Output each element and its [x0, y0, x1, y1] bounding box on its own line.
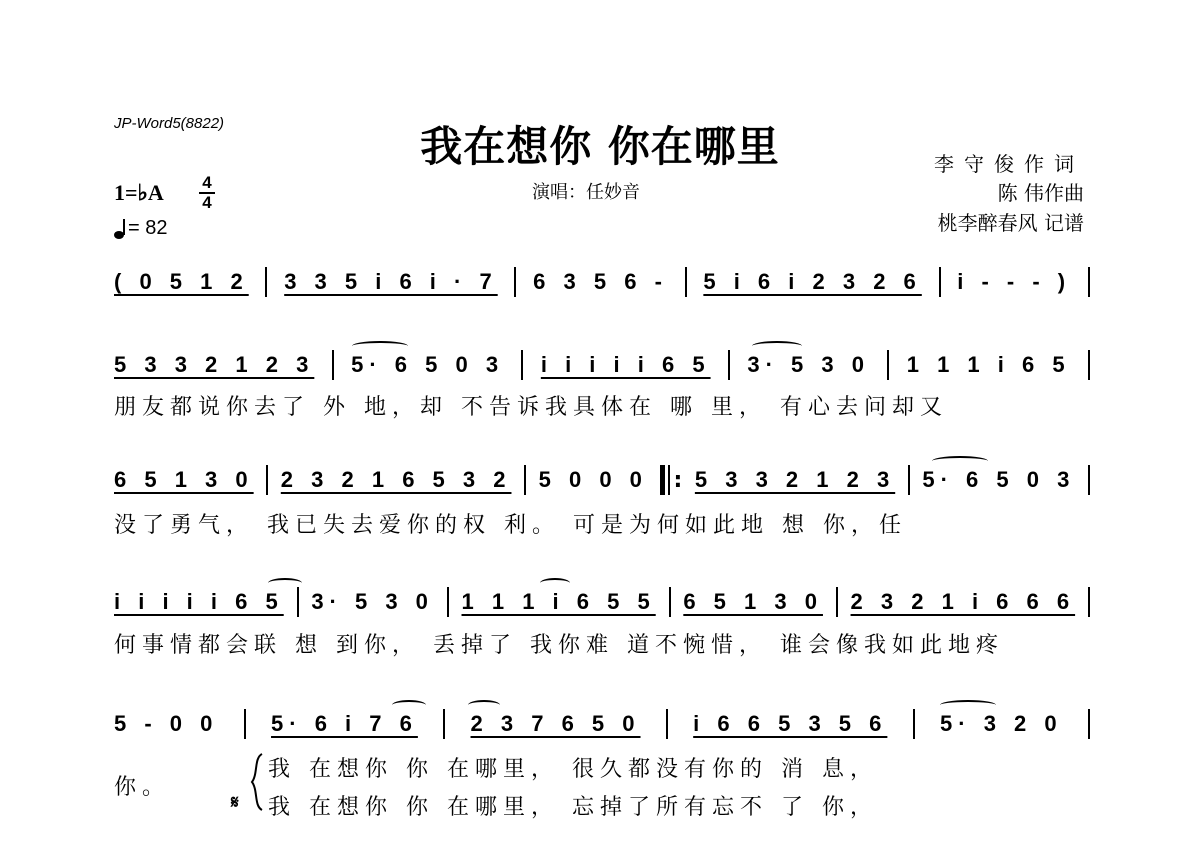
bar-line [939, 267, 941, 297]
measure: 5· 3 2 0 [940, 711, 1063, 736]
measure: 2 3 2 1 i 6 6 6 [850, 589, 1076, 614]
measure: 2 3 7 6 5 0 [470, 711, 641, 736]
measure: 3 3 5 i 6 i · 7 [284, 269, 498, 294]
bar-line [1088, 709, 1090, 739]
software-tag: JP-Word5(8822) [114, 115, 225, 132]
measure: 5 0 0 0 [538, 467, 648, 492]
tie-mark [392, 700, 426, 710]
key-signature: 1=♭A [114, 180, 164, 205]
time-signature [199, 174, 215, 212]
tie-mark [268, 578, 302, 588]
bar-line [913, 709, 915, 739]
lyric-verse-1: 我 在想你 你 在哪里， 很久都没有你的 消 息， [268, 757, 878, 782]
time-bottom: 4 [199, 192, 215, 212]
time-top: 4 [202, 173, 212, 192]
measure: 5 i 6 i 2 3 2 6 [703, 269, 922, 294]
transcriber-credit: 桃李醉春风 记谱 [937, 211, 1084, 235]
measure: 1 1 1 i 6 5 5 [461, 589, 656, 614]
measure: i i i i i 6 5 [540, 352, 711, 377]
bar-line [297, 587, 299, 617]
score-row-5 [114, 707, 1090, 741]
measure: 1 1 1 i 6 5 [906, 352, 1071, 377]
bar-line [728, 350, 730, 380]
score-row-3 [114, 463, 1090, 497]
bar-line [887, 350, 889, 380]
lyric-line: 朋友都说你去了 外 地，却 不告诉我具体在 哪 里， 有心去问却又 [114, 395, 948, 420]
bar-line [266, 465, 268, 495]
measure: i i i i i 6 5 [114, 589, 284, 614]
bar-line [836, 587, 838, 617]
bar-line [332, 350, 334, 380]
measure: 5 3 3 2 1 2 3 [114, 352, 315, 377]
singer-credit: 演唱：任妙音 [532, 182, 640, 203]
score-row-1 [114, 265, 1090, 299]
lyricist-credit: 李守俊作词 [934, 152, 1084, 176]
measure: 5· 6 i 7 6 [271, 711, 418, 736]
lyric-verse-2: 我 在想你 你 在哪里， 忘掉了所有忘不 了 你， [268, 795, 878, 820]
measure: 5· 6 5 0 3 [351, 352, 505, 377]
bar-line [447, 587, 449, 617]
verse-brace-icon [248, 752, 266, 812]
measure: 2 3 2 1 6 5 3 2 [280, 467, 512, 492]
bar-line [524, 465, 526, 495]
measure: 6 5 1 3 0 [683, 589, 823, 614]
repeat-dots-icon: : [673, 467, 683, 493]
tie-mark [468, 700, 500, 710]
bar-line [521, 350, 523, 380]
measure: i 6 6 5 3 5 6 [693, 711, 888, 736]
bar-line [666, 709, 668, 739]
lyric-lead: 你。 [114, 775, 171, 800]
bar-line [514, 267, 516, 297]
measure: 3· 5 3 0 [311, 589, 434, 614]
measure: 6 3 5 6 - [533, 269, 668, 294]
composer-credit: 陈 伟作曲 [997, 181, 1084, 205]
measure: ( 0 5 1 2 [114, 269, 249, 294]
score-row-2 [114, 348, 1090, 382]
lyric-line: 没了勇气， 我已失去爱你的权 利。 可是为何如此地 想 你，任 [114, 513, 907, 538]
bar-line [1088, 465, 1090, 495]
bar-line [443, 709, 445, 739]
measure: 5 3 3 2 1 2 3 [694, 467, 896, 492]
bar-line [1088, 350, 1090, 380]
tie-mark [752, 341, 802, 351]
song-title: 我在想你 你在哪里 [420, 122, 780, 171]
bar-line [1088, 267, 1090, 297]
measure: i - - - ) [957, 269, 1072, 294]
tie-mark [932, 456, 988, 466]
measure: 5· 6 5 0 3 [922, 467, 1076, 492]
lyric-line: 何事情都会联 想 到你， 丢掉了 我你难 道不惋惜， 谁会像我如此地疼 [114, 633, 1004, 658]
svg-text:𝄋: 𝄋 [231, 792, 239, 812]
thick-bar-line [660, 465, 665, 495]
measure: 5 - 0 0 [114, 711, 219, 736]
tie-mark [540, 578, 570, 588]
tempo-value: = 82 [128, 217, 168, 239]
score-row-4 [114, 585, 1090, 619]
repeat-start-bar [660, 465, 682, 495]
bar-line [265, 267, 267, 297]
bar-line [669, 587, 671, 617]
segno-icon [230, 792, 248, 812]
quarter-note-icon [114, 218, 128, 240]
bar-line [668, 465, 670, 495]
bar-line [1088, 587, 1090, 617]
tie-mark [352, 341, 408, 351]
measure: 3· 5 3 0 [747, 352, 870, 377]
bar-line [685, 267, 687, 297]
tempo-marking [114, 217, 167, 240]
measure: 6 5 1 3 0 [114, 467, 254, 492]
bar-line [244, 709, 246, 739]
bar-line [908, 465, 910, 495]
tie-mark [940, 700, 996, 710]
